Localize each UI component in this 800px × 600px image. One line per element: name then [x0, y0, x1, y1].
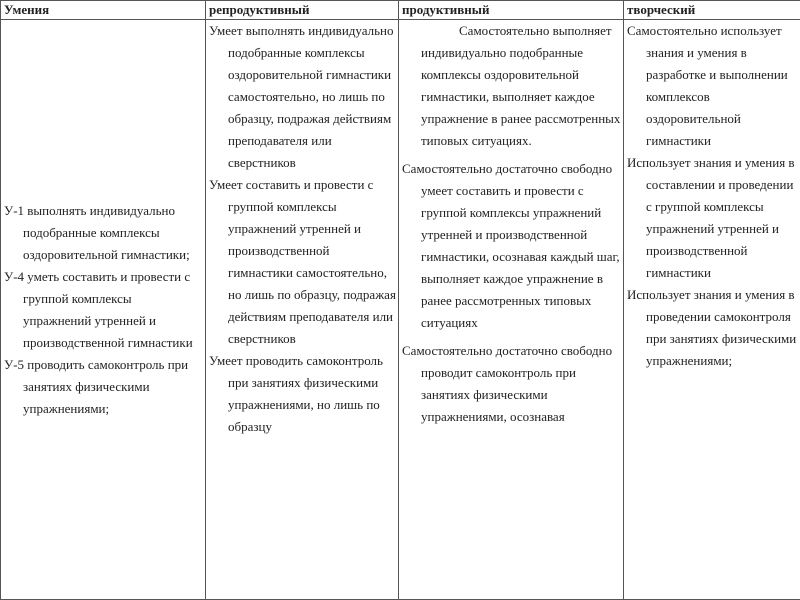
reproductive-item: Умеет выполнять индивидуально подобранные комплексы оздоровительной гимнастики самостоятельно, но лишь по образцу, подражая действиям преподавателя или сверстников — [209, 23, 394, 170]
skills-cell — [1, 20, 206, 600]
content-row — [1, 20, 800, 600]
reproductive-item: Умеет проводить самоконтроль при занятиях физическими упражнениями, но лишь по образцу — [209, 353, 383, 434]
header-creative: творческий — [624, 1, 800, 20]
header-reproductive: репродуктивный — [206, 1, 399, 20]
skill-item: У-4 уметь составить и провести с группой комплексы упражнений утренней и производственной гимнастики — [4, 268, 193, 350]
creative-item: Использует знания и умения в составлении и проведении с группой комплексы упражнений утренней и производственной гимнастики — [627, 155, 795, 280]
reproductive-item: Умеет составить и провести с группой комплексы упражнений утренней и производственной гимнастики самостоятельно, но лишь по образцу, подражая действиям преподавателя или сверстников — [209, 177, 396, 346]
creative-cell — [624, 20, 800, 600]
productive-cell — [399, 20, 624, 600]
header-skills: Умения — [1, 1, 206, 20]
productive-item: Самостоятельно достаточно свободно проводит самоконтроль при занятиях физическими упражнениями, осознавая — [402, 343, 613, 424]
productive-item: Самостоятельно достаточно свободно умеет составить и провести с группой комплексы упражнений утренней и производственной гимнастики, осознавая каждый шаг, выполняет каждое упражнение в ранее рассмотренных типовых ситуациях — [402, 161, 620, 330]
creative-item: Самостоятельно использует знания и умения в разработке и выполнении комплексов оздоровительной гимнастики — [627, 23, 788, 148]
reproductive-cell — [206, 20, 399, 600]
skill-item: У-1 выполнять индивидуально подобранные комплексы оздоровительной гимнастики; — [4, 202, 190, 262]
header-productive: продуктивный — [399, 1, 624, 20]
creative-item: Использует знания и умения в проведении самоконтроля при занятиях физическими упражнениями; — [627, 287, 797, 368]
skill-item: У-5 проводить самоконтроль при занятиях физическими упражнениями; — [4, 356, 189, 416]
productive-item: Самостоятельно выполняет индивидуально подобранные комплексы оздоровительной гимнастики, выполняет каждое упражнение в ранее рассмотренных типовых ситуациях. — [421, 23, 621, 148]
header-row — [1, 1, 800, 20]
